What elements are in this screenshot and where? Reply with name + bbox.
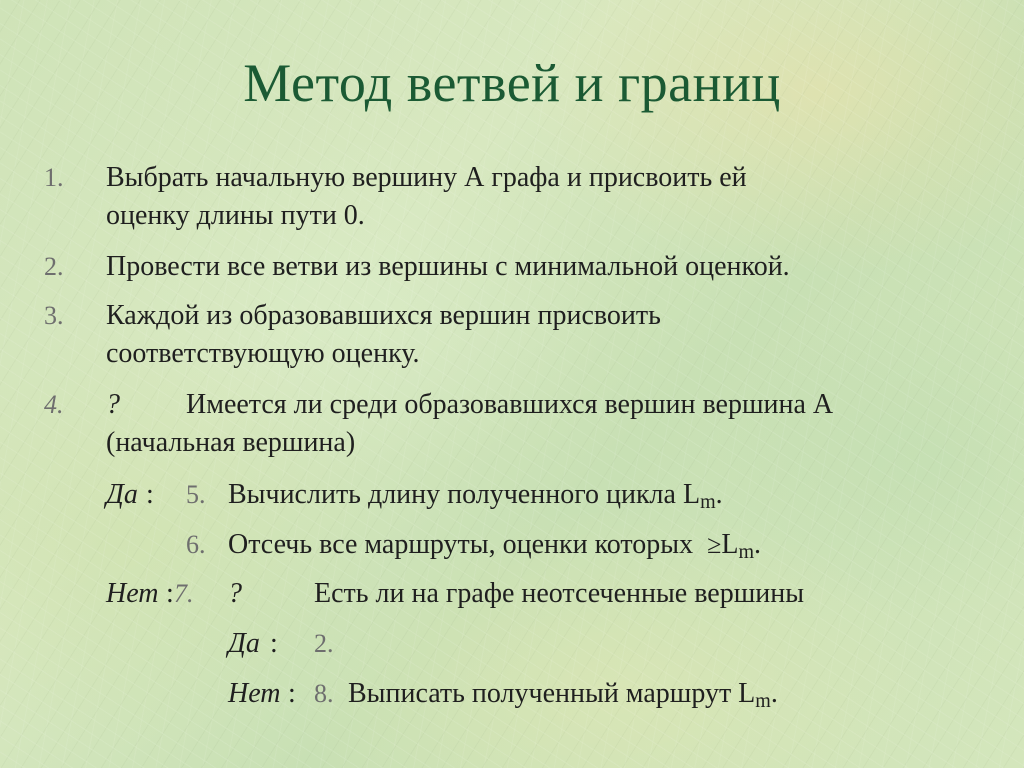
item-number: 6. [186, 530, 206, 559]
item-6-period: . [754, 529, 762, 560]
geq-symbol: ≥ [707, 530, 722, 559]
question-mark: ? [106, 389, 120, 420]
no-label: Нет [106, 578, 159, 609]
yes-colon: : [270, 628, 278, 659]
slide-title: Метод ветвей и границ [243, 53, 781, 113]
item-number: 3. [44, 301, 64, 330]
item-number: 5. [186, 480, 206, 509]
item-number: 4. [44, 390, 64, 419]
item-text: (начальная вершина) [106, 427, 356, 458]
item-5-period: . [715, 479, 723, 510]
yes-label: Да [228, 628, 260, 659]
no-colon: : [166, 578, 174, 609]
item-number: 8. [314, 679, 334, 708]
item-number: 1. [44, 163, 64, 192]
question-mark: ? [228, 578, 242, 609]
item-text: Есть ли на графе неотсеченные вершины [314, 578, 805, 609]
subscript-m: m [700, 491, 716, 513]
item-text: Выбрать начальную вершину А графа и присвоить ей [106, 162, 747, 193]
item-text [348, 676, 778, 714]
item-text [228, 477, 723, 515]
item-number: 2. [44, 252, 64, 281]
subscript-m: m [738, 541, 755, 563]
item-text: Имеется ли среди образовавшихся вершин вершина А [186, 389, 834, 420]
item-6-text: Отсечь все маршруты, оценки которых [228, 529, 694, 560]
item-6-l: L [721, 529, 739, 560]
item-text: Провести все ветви из вершины с минимальной оценкой. [106, 251, 790, 282]
no-label: Нет [228, 678, 281, 709]
item-text: оценку длины пути 0. [106, 200, 365, 231]
item-text [228, 527, 761, 565]
subscript-m: m [755, 690, 771, 712]
item-text: соответствующую оценку. [106, 338, 420, 369]
item-5-text: Вычислить длину полученного цикла L [228, 479, 701, 510]
item-number: 2. [314, 629, 334, 658]
item-number: 7. [174, 579, 194, 608]
item-8-text: Выписать полученный маршрут L [348, 678, 756, 709]
item-text: Каждой из образовавшихся вершин присвоить [106, 300, 661, 331]
no-colon: : [288, 678, 296, 709]
yes-label: Да [106, 479, 138, 510]
item-8-period: . [770, 678, 778, 709]
yes-colon: : [146, 479, 154, 510]
